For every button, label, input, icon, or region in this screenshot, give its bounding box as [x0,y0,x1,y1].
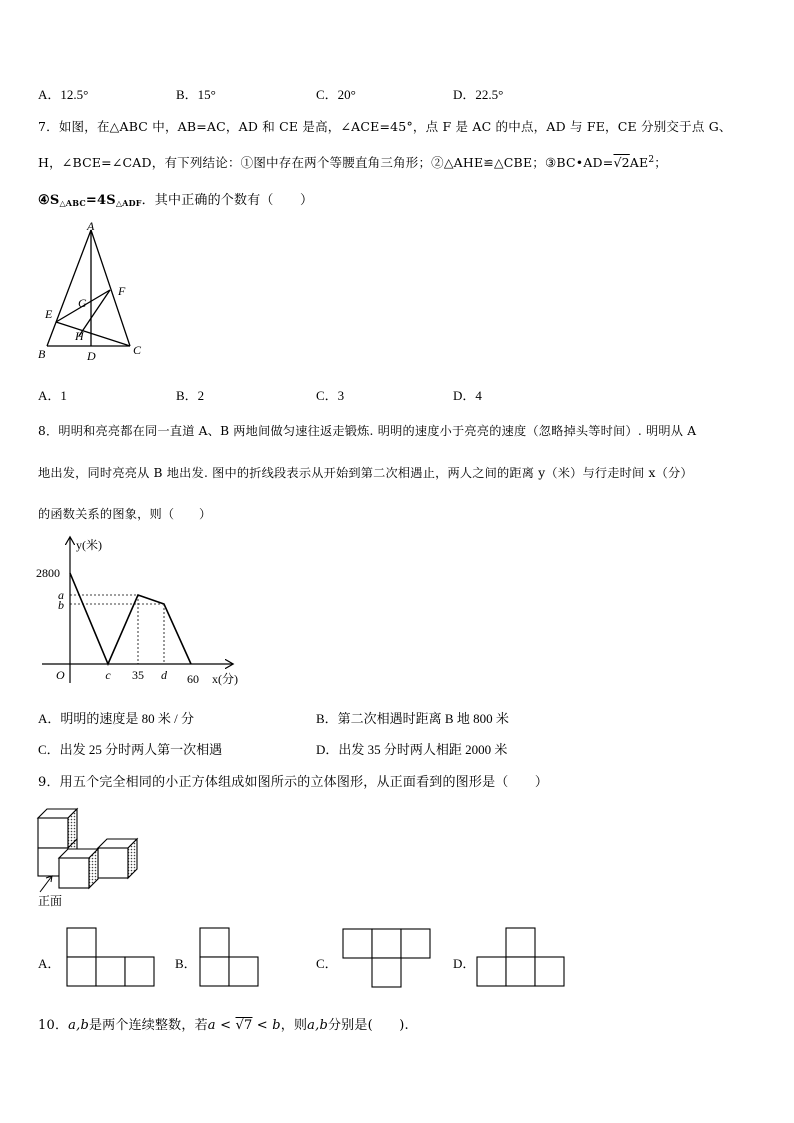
less-than: < [252,1018,273,1033]
q7-option-d[interactable] [453,385,482,404]
option-text: 20° [337,87,356,102]
option-key: A． [38,87,61,102]
option-text: 1 [60,388,67,403]
q7-text: =4S [85,193,116,208]
option-key: C． [316,87,338,102]
q7-stem-line3 [38,189,313,208]
q8-option-d[interactable] [316,739,507,758]
label-e: E [45,307,53,321]
x-tick-c: c [105,668,111,682]
option-text: 第二次相遇时距离 B 地 800 米 [337,711,509,726]
q9-option-a-label[interactable]: A． [38,956,61,971]
q7-stem-line2 [38,153,667,171]
q8-stem-line3: 的函数关系的图象，则（ ） [38,507,212,521]
q6-option-d[interactable] [453,84,503,103]
option-text: 出发 35 分时两人相距 2000 米 [338,742,508,757]
option-text: 15° [197,87,216,102]
q9-option-b-label[interactable]: B． [175,956,197,971]
superscript: 2 [648,155,655,165]
q6-option-a[interactable] [38,84,88,103]
q7-option-c[interactable] [316,385,344,404]
subscript: △ABC [59,198,86,208]
sqrt-two: √2 [613,155,630,170]
q8-stem-line2: 地出发，同时亮亮从 B 地出发. 图中的折线段表示从开始到第二次相遇止，两人之间的距离 y（米）与行走时间 x（分） [38,466,693,480]
q9-option-d-figure[interactable] [476,927,568,989]
option-key: B． [176,87,198,102]
var-b: b [272,1018,281,1033]
y-tick-2800: 2800 [36,566,60,580]
q6-option-b[interactable] [176,84,216,103]
option-key: A． [38,711,61,726]
q9-option-c-label[interactable]: C． [316,956,338,971]
q10-stem [38,1014,409,1033]
label-d: D [87,349,96,363]
q7-text-end: ； [654,155,667,170]
q7-option-b[interactable] [176,385,204,404]
q7-text: ．其中正确的个数有（ ） [141,193,314,208]
label-c: C [133,343,142,357]
label-b: B [38,347,46,361]
q8-stem-line1: 8．明明和亮亮都在同一直道 A、B 两地间做匀速往返走锻炼. 明明的速度小于亮亮的速度（忽略掉头等时间）. 明明从 A [38,424,697,438]
option-text: 2 [197,388,205,403]
x-tick-60: 60 [187,672,199,686]
option-text: 3 [337,388,345,403]
q8-option-b[interactable] [316,708,509,727]
q7-stem-line1: 7．如图，在△ABC 中，AB=AC，AD 和 CE 是高，∠ACE=45°，点 F 是 AC 的中点，AD 与 FE，CE 分别交于点 G、 [38,119,732,134]
option-key: B． [316,711,338,726]
label-a: A [87,219,95,233]
q8-option-a[interactable] [38,708,194,727]
q9-option-b-figure[interactable] [199,927,263,989]
option-text: 12.5° [60,87,89,102]
y-tick-b: b [58,598,64,612]
option-key: A． [38,388,61,403]
x-tick-d: d [161,668,167,682]
q9-option-a-figure[interactable] [66,927,158,989]
q8-distance-chart [34,533,254,693]
q7-text: ④S [38,193,60,208]
var-ab: a,b [68,1018,89,1033]
option-text: 出发 25 分时两人第一次相遇 [59,742,223,757]
var-a: a [207,1018,216,1033]
q7-option-a[interactable] [38,385,67,404]
sqrt-seven: √7 [235,1018,253,1033]
x-axis-label: x(分) [212,672,238,686]
option-key: C． [316,388,338,403]
q7-text: H，∠BCE=∠CAD，有下列结论：①图中存在两个等腰直角三角形；②△AHE≌△CBE；③BC•AD= [38,155,614,170]
option-key: D． [453,388,476,403]
less-than: < [215,1018,236,1033]
label-h: H [75,329,84,343]
q9-option-d-label[interactable]: D． [453,956,476,971]
series-line [70,573,191,664]
front-view-label: 正面 [38,894,63,908]
subscript: △ADF [115,198,142,208]
option-key: D． [316,742,339,757]
y-axis-label: y(米) [76,538,102,552]
option-text: 明明的速度是 80 米 / 分 [60,711,195,726]
var-ab: a,b [307,1018,328,1033]
y-tick-a: a [58,588,64,602]
origin-label: O [56,668,65,682]
q10-text: ，则 [280,1018,308,1033]
q9-option-c-figure[interactable] [342,928,434,990]
q10-number: 10． [38,1018,69,1033]
q9-stem: 9．用五个完全相同的小正方体组成如图所示的立体图形，从正面看到的图形是（ ） [38,775,549,790]
q7-text-ae: AE [629,155,649,170]
label-g: G [78,296,87,310]
x-tick-35: 35 [132,668,144,682]
option-key: C． [38,742,60,757]
q7-triangle-figure [34,218,150,366]
option-key: D． [453,87,476,102]
q10-text: 分别是( ). [327,1018,409,1033]
label-f: F [118,284,126,298]
q6-option-c[interactable] [316,84,356,103]
q8-option-c[interactable] [38,739,222,758]
option-text: 22.5° [475,87,504,102]
option-text: 4 [475,388,482,403]
option-key: B． [176,388,198,403]
q10-text: 是两个连续整数，若 [88,1018,208,1033]
